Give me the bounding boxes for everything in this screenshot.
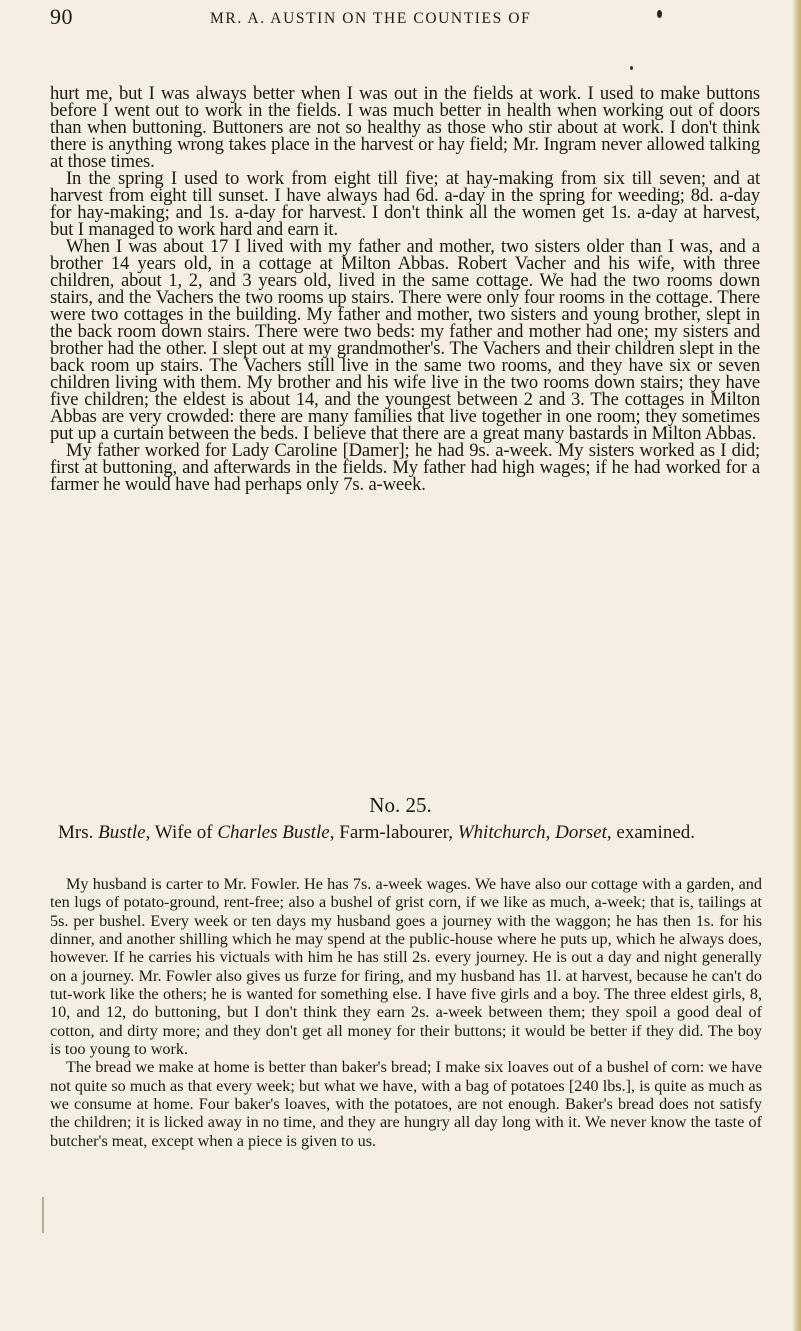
witness-occupation: , Farm-labourer,: [329, 822, 458, 843]
running-head: MR. A. AUSTIN ON THE COUNTIES OF: [210, 10, 532, 27]
witness-place: Whitchurch, Dorset: [457, 822, 607, 843]
page-edge-shadow: [792, 0, 801, 1331]
witness-prefix: Mrs.: [58, 822, 99, 843]
page-number: 90: [50, 4, 73, 29]
testimony-continued: [50, 85, 760, 493]
paragraph: My husband is carter to Mr. Fowler. He has 7s. a-week wages. We have also our cottage with a garden, and ten lugs of potato-ground, rent-free; also a bushel of grist corn, if we like as much, a-week; that is, tailings at 5s. per bushel. Every week or ten days my husband goes a journey with the waggon; he has then 1s. for his dinner, and another shilling which he may spend at the public-house where he puts up, which he always does, however. If he carries his victuals with him he has still 2s. every journey. He is out a day and night generally on a journey. Mr. Fowler also gives us furze for firing, and my husband has 1l. at harvest, because he can't do tut-work like the others; he is wanted for something else. I have five girls and a boy. The three eldest girls, 8, 10, and 12, do buttoning, but I don't think they earn 2s. a-week between them; they spoil a good deal of cotton, and dirty more; and they don't get all money for their buttons; it would be better if they did. The boy is too young to work.: [50, 875, 762, 1059]
margin-pencil-mark: [42, 1197, 44, 1233]
witness-heading: [58, 822, 758, 844]
entry-number-heading: No. 25.: [369, 793, 432, 817]
ink-speck-mark: [630, 66, 633, 70]
paragraph: hurt me, but I was always better when I was out in the fields at work. I used to make buttons before I went out to work in the fields. I was much better in health when working out of doors than when buttoning. Buttoners are not so healthy as those who stir about at work. I don't think there is anything wrong takes place in the harvest or hay field; Mr. Ingram never allowed talking at those times.: [50, 83, 760, 172]
witness-mid: , Wife of: [145, 822, 218, 843]
paragraph: In the spring I used to work from eight till five; at hay-making from six till seven; and at harvest from eight till sunset. I have always had 6d. a-day in the spring for weeding; 8d. a-day for hay-making; and 1s. a-day for harvest. I don't think all the women get 1s. a-day at harvest, but I managed to work hard and earn it.: [50, 168, 760, 240]
paragraph: My father worked for Lady Caroline [Damer]; he had 9s. a-week. My sisters worked as I did; first at buttoning, and afterwards in the fields. My father had high wages; if he had worked for a farmer he would have had perhaps only 7s. a-week.: [50, 440, 760, 495]
paragraph: The bread we make at home is better than baker's bread; I make six loaves out of a bushel of corn: we have not quite so much as that every week; but what we have, with a bag of potatoes [240 lbs.], is quite as much as we consume at home. Four baker's loaves, with the potatoes, are not enough. Baker's bread does not satisfy the children; it is licked away in no time, and they are hungry all day long with it. We never know the taste of butcher's meat, except when a piece is given to us.: [50, 1058, 762, 1150]
testimony-bustle: [50, 875, 762, 1150]
husband-name: Charles Bustle: [217, 822, 330, 843]
witness-suffix: , examined.: [606, 822, 696, 843]
witness-name: Bustle: [98, 822, 146, 843]
paragraph: When I was about 17 I lived with my father and mother, two sisters older than I was, and a brother 14 years old, in a cottage at Milton Abbas. Robert Vacher and his wife, with three children, about 1, 2, and 3 years old, lived in the same cottage. We had the two rooms down stairs, and the Vachers the two rooms up stairs. There were only four rooms in the cottage. There were two cottages in the building. My father and mother, two sisters and young brother, slept in the back room down stairs. There were two beds: my father and mother had one; my sisters and brother had the other. I slept out at my grandmother's. The Vachers and their children slept in the back room up stairs. The Vachers still live in the same two rooms, and they have six or seven children living with them. My brother and his wife live in the two rooms down stairs; they have five children; the eldest is about 14, and the youngest between 2 and 3. The cottages in Milton Abbas are very crowded: there are many families that live together in one room; they sometimes put up a curtain between the beds. I believe that there are a great many bastards in Milton Abbas.: [50, 236, 760, 444]
ink-speck-mark: [657, 10, 662, 18]
